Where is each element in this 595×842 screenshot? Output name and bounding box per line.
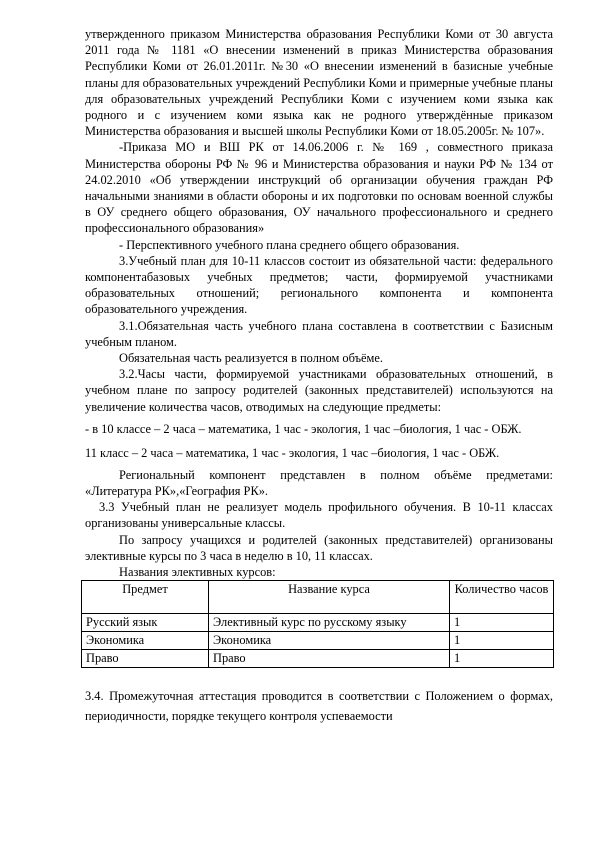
table-row	[82, 632, 554, 650]
paragraph-order-2011: утвержденного приказом Министерства образования Республики Коми от 30 августа 2011 года № 1181 «О внесении изменений в приказ Министерства образования Республики Коми от 26.01.2011г. №30 «О внесении изменений в базисные учебные планы для образовательных учреждений Республики Коми и примерные учебные планы для образовательных учреждений Республики Коми с изучением коми языка как родного и с изучением коми языка как не родного утверждённые приказом Министерства образования и высшей школы Республики Коми от 18.05.2005г. № 107».	[85, 27, 553, 139]
document-page	[85, 26, 553, 726]
paragraph-grade-10: - в 10 классе – 2 часа – математика, 1 час - экология, 1 час –биология, 1 час - ОБЖ.	[85, 421, 522, 436]
table-cell: Русский язык	[82, 614, 209, 632]
paragraph-perspective-plan: - Перспективного учебного плана среднего общего образования.	[119, 237, 460, 252]
table-cell: 1	[450, 614, 554, 632]
paragraph-electives: По запросу учащихся и родителей (законных представителей) организованы элективные курсы по 3 часа в неделю в 10, 11 классах.	[85, 532, 553, 563]
table-header-cell: Количество часов	[450, 581, 554, 614]
table-cell: 1	[450, 650, 554, 668]
table-cell: 1	[450, 632, 554, 650]
table-header-cell: Предмет	[82, 581, 209, 614]
table-cell: Элективный курс по русскому языку	[209, 614, 450, 632]
paragraph-plan-structure: 3.Учебный план для 10-11 классов состоит из обязательной части: федерального компонентабазовых учебных предметов; части, формируемой участниками образовательных отношений; регионального компонента и компонента образовательного учреждения.	[85, 253, 553, 317]
paragraph-grade-11: 11 класс – 2 часа – математика, 1 час - экология, 1 час –биология, 1 час - ОБЖ.	[85, 445, 500, 460]
paragraph-mandatory-part: 3.1.Обязательная часть учебного плана составлена в соответствии с Базисным учебным планом.	[85, 318, 553, 349]
table-cell: Право	[209, 650, 450, 668]
table-cell: Экономика	[209, 632, 450, 650]
electives-table	[81, 580, 554, 668]
paragraph-formed-part: 3.2.Часы части, формируемой участниками образовательных отношений, в учебном плане по запросу родителей (законных представителей) используются на увеличение количества часов, отводимых на следующие предметы:	[85, 367, 553, 414]
paragraph-regional: Региональный компонент представлен в полном объёме предметами: «Литература РК»,«География РК».	[85, 467, 553, 499]
table-cell: Право	[82, 650, 209, 668]
paragraph-order-2006: -Приказа МО и ВШ РК от 14.06.2006 г. № 169 , совместного приказа Министерства обороны РФ № 96 и Министерства образования и науки РФ № 134 от 24.02.2010 «Об утверждении инструкций об организации обучения граждан РФ начальными знаниями в области обороны и их подготовки по основам военной службы в ОУ среднего общего образования, ОУ начального профессионального и среднего профессионального образования»	[85, 140, 553, 236]
paragraph-attestation: 3.4. Промежуточная аттестация проводится в соответствии с Положением о формах, периодичности, порядке текущего контроля успеваемости	[85, 689, 553, 724]
table-row	[82, 614, 554, 632]
paragraph-profile: 3.3 Учебный план не реализует модель профильного обучения. В 10-11 классах организованы универсальные классы.	[85, 500, 553, 531]
paragraph-mandatory-full: Обязательная часть реализуется в полном объёме.	[119, 351, 383, 366]
table-header-row	[82, 581, 554, 614]
table-cell: Экономика	[82, 632, 209, 650]
table-row	[82, 650, 554, 668]
table-header-cell: Название курса	[209, 581, 450, 614]
table-caption: Названия элективных курсов:	[119, 565, 276, 580]
